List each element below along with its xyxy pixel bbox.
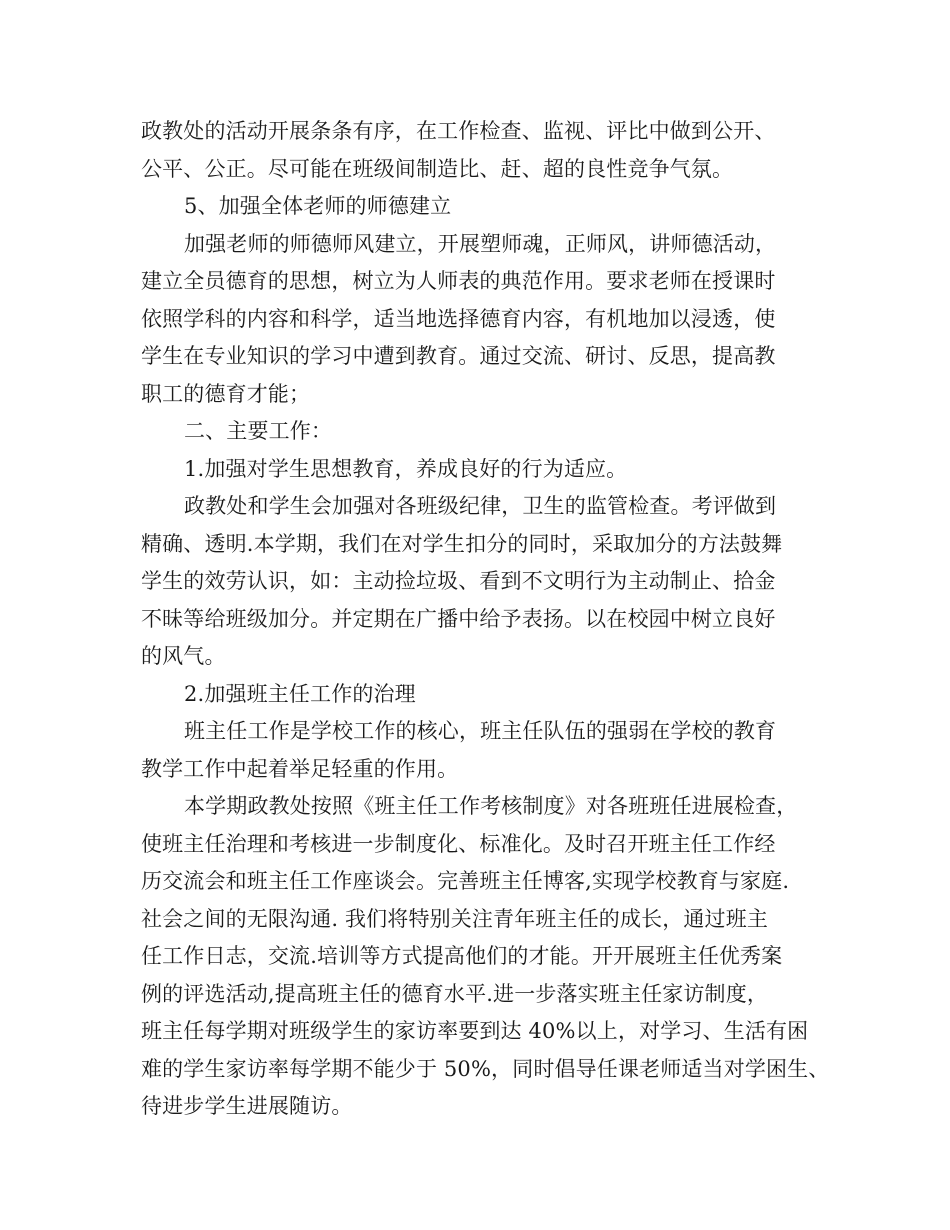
section-heading: 二、主要工作： bbox=[184, 419, 333, 443]
text-line: 待进步学生进展随访。 bbox=[141, 1094, 353, 1118]
section-heading: 5、加强全体老师的师德建立 bbox=[184, 194, 452, 218]
text-line: 依照学科的内容和科学，适当地选择德育内容，有机地加以浸透，使 bbox=[141, 306, 776, 331]
text-line: 精确、透明.本学期，我们在对学生扣分的同时，采取加分的方法鼓舞 bbox=[141, 531, 783, 556]
text-line: 学生在专业知识的学习中遭到教育。通过交流、研讨、反思，提高教 bbox=[141, 344, 776, 368]
text-line: 历交流会和班主任工作座谈会。完善班主任博客,实现学校教育与家庭. bbox=[141, 869, 790, 893]
subsection-heading: 2.加强班主任工作的治理 bbox=[184, 681, 416, 706]
text-line: 职工的德育才能； bbox=[141, 381, 311, 406]
subsection-heading: 1.加强对学生思想教育，养成良好的行为适应。 bbox=[184, 456, 628, 481]
text-line: 例的评选活动,提高班主任的德育水平.进一步落实班主任家访制度， bbox=[141, 981, 768, 1006]
text-line: 社会之间的无限沟通. 我们将特别关注青年班主任的成长，通过班主 bbox=[141, 906, 768, 931]
text-line: 任工作日志，交流.培训等方式提高他们的才能。开开展班主任优秀案 bbox=[141, 944, 783, 968]
text-line: 班主任每学期对班级学生的家访率要到达 40%以上，对学习、生活有困 bbox=[141, 1019, 809, 1043]
text-line: 使班主任治理和考核进一步制度化、标准化。及时召开班主任工作经 bbox=[141, 831, 776, 856]
text-line: 政教处的活动开展条条有序，在工作检查、监视、评比中做到公开、 bbox=[141, 119, 776, 143]
text-line: 本学期政教处按照《班主任工作考核制度》对各班班任进展检查， bbox=[184, 794, 798, 818]
text-line: 难的学生家访率每学期不能少于 50%，同时倡导任课老师适当对学困生、 bbox=[141, 1056, 830, 1081]
text-line: 学生的效劳认识，如：主动捡垃圾、看到不文明行为主动制止、拾金 bbox=[141, 569, 776, 593]
document-body bbox=[141, 113, 831, 1126]
text-line: 教学工作中起着举足轻重的作用。 bbox=[141, 756, 459, 781]
text-line: 的风气。 bbox=[141, 644, 226, 668]
text-line: 不昧等给班级加分。并定期在广播中给予表扬。以在校园中树立良好 bbox=[141, 606, 776, 631]
text-line: 政教处和学生会加强对各班级纪律，卫生的监管检查。考评做到 bbox=[184, 494, 777, 518]
text-line: 班主任工作是学校工作的核心，班主任队伍的强弱在学校的教育 bbox=[184, 719, 777, 743]
text-line: 加强老师的师德师风建立，开展塑师魂，正师风，讲师德活动， bbox=[184, 231, 777, 256]
text-line: 建立全员德育的思想，树立为人师表的典范作用。要求老师在授课时 bbox=[141, 269, 776, 293]
text-line: 公平、公正。尽可能在班级间制造比、赶、超的良性竞争气氛。 bbox=[141, 156, 734, 181]
